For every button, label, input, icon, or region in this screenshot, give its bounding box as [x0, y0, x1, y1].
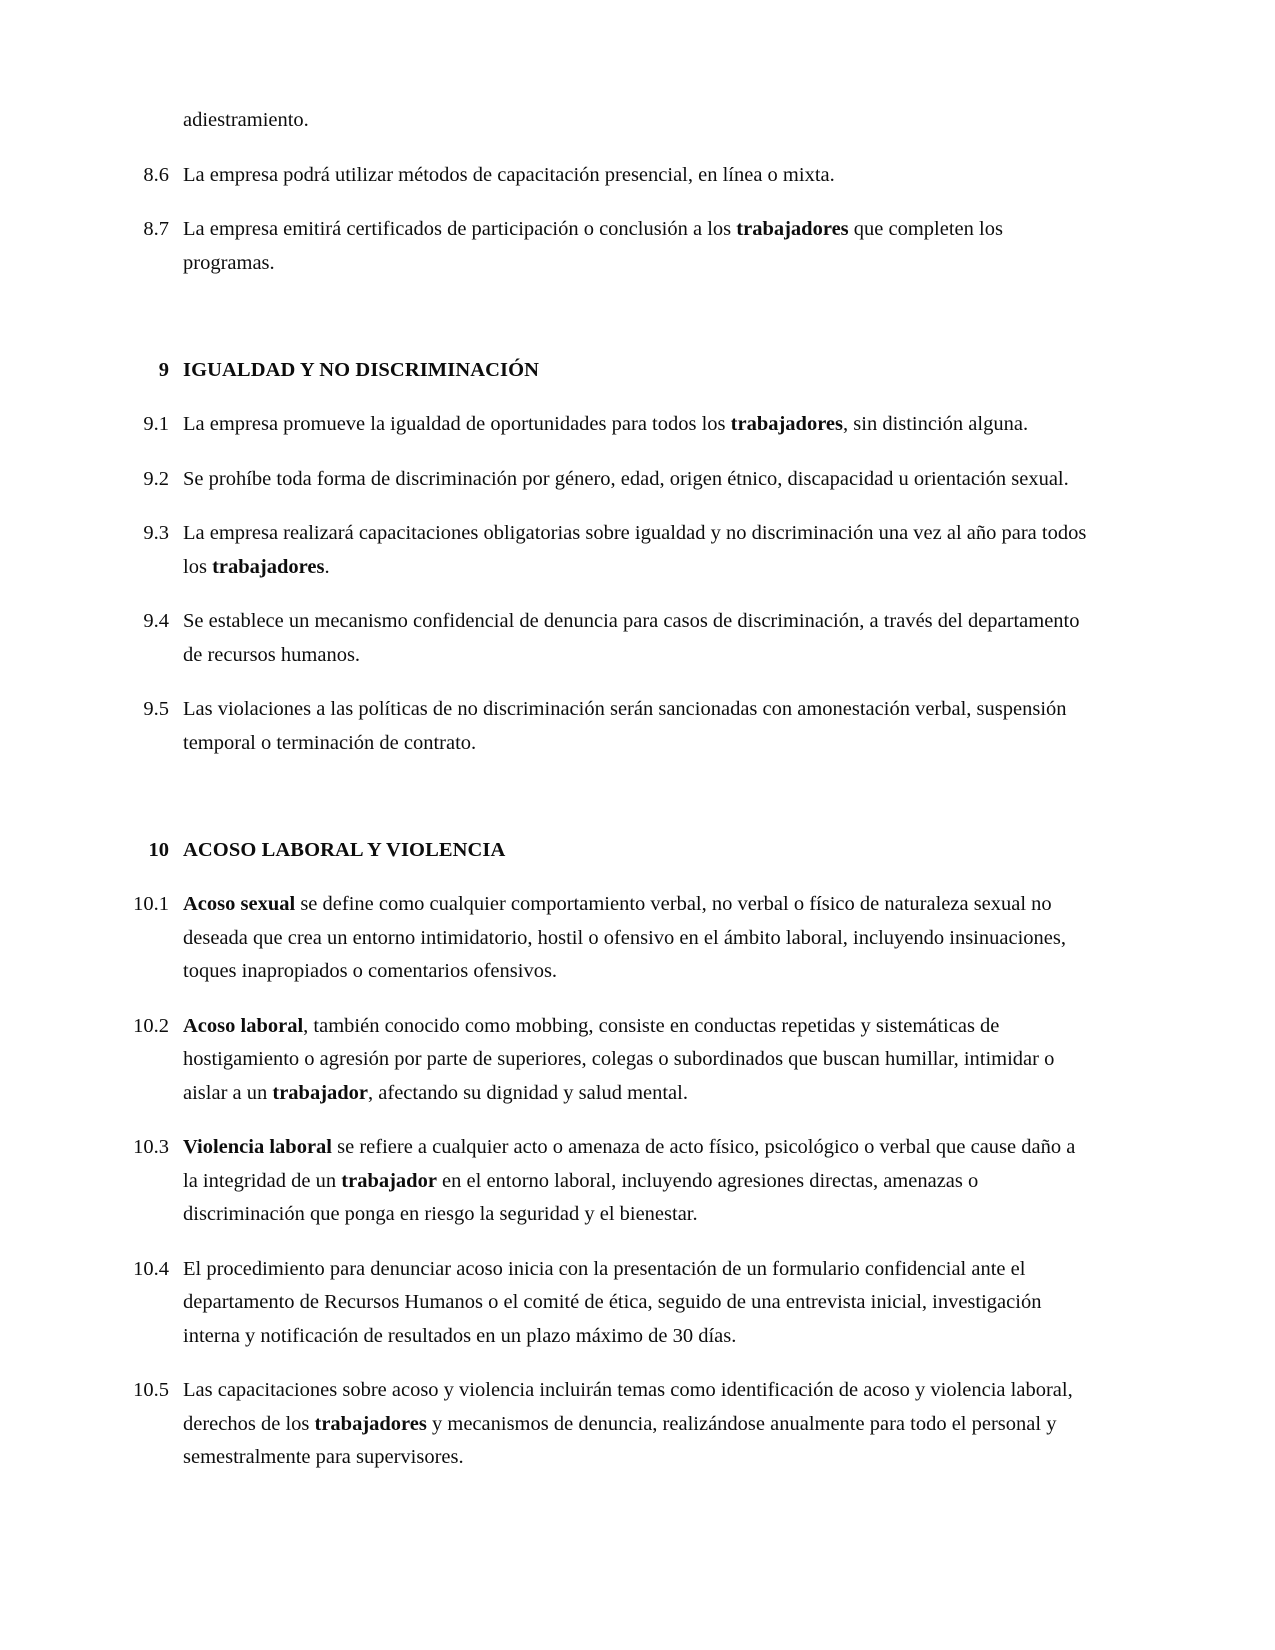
- clause-number: 8.6: [143, 163, 169, 186]
- clause-number: 9.1: [143, 413, 169, 435]
- clause-item: [130, 1374, 1090, 1475]
- section-number: 9: [158, 359, 169, 381]
- emphasis-term: trabajadores: [314, 1412, 427, 1435]
- emphasis-term: trabajadores: [212, 555, 325, 578]
- emphasis-term: IGUALDAD Y NO DISCRIMINACIÓN: [183, 359, 540, 381]
- clause-item: [130, 463, 1090, 497]
- clause-text: [183, 605, 1090, 672]
- clause-text: [183, 1374, 1090, 1475]
- body-text: adiestramiento.: [183, 109, 309, 131]
- clause-item: [130, 693, 1090, 760]
- section-title: [183, 835, 1090, 866]
- clause-number: 10.1: [133, 893, 169, 915]
- clause-item: [130, 213, 1090, 280]
- clause-text: [183, 463, 1090, 497]
- body-text: Las violaciones a las políticas de no discriminación serán sancionadas con amonestación verbal, suspensión temporal o terminación de contrato.: [183, 698, 1067, 754]
- body-text: , afectando su dignidad y salud mental.: [368, 1081, 688, 1104]
- clause-text: [183, 1253, 1090, 1354]
- clause-text: [183, 408, 1090, 442]
- section-heading: [130, 301, 1090, 386]
- section-number: 10: [148, 839, 169, 861]
- body-text: Se establece un mecanismo confidencial de denuncia para casos de discriminación, a través del departamento de recursos humanos.: [183, 610, 1080, 666]
- clause-text: [183, 888, 1090, 989]
- clause-continuation: [130, 104, 1090, 138]
- body-text: .: [324, 555, 330, 578]
- clause-item: [130, 408, 1090, 442]
- emphasis-term: ACOSO LABORAL Y VIOLENCIA: [183, 839, 506, 861]
- clause-item: [130, 159, 1090, 193]
- body-text: El procedimiento para denunciar acoso inicia con la presentación de un formulario confidencial ante el departamento de Recursos Humanos o el comité de ética, seguido de una entrevista inicial, investigación interna y notificación de resultados en un plazo máximo de 30 días.: [183, 1257, 1042, 1347]
- emphasis-term: Acoso sexual: [183, 893, 296, 915]
- clause-text: [183, 213, 1090, 280]
- clause-text: [183, 104, 1090, 138]
- emphasis-term: trabajadores: [736, 218, 849, 240]
- body-text: Se prohíbe toda forma de discriminación por género, edad, origen étnico, discapacidad u orientación sexual.: [183, 467, 1069, 490]
- clause-number: 9.5: [143, 698, 169, 720]
- clause-text: [183, 159, 1090, 193]
- clause-item: [130, 1253, 1090, 1354]
- body-text: que completen los programas.: [183, 218, 1003, 274]
- body-text: La empresa emitirá certificados de participación o conclusión a los: [183, 218, 737, 240]
- clause-number: 9.2: [143, 467, 169, 490]
- clause-item: [130, 517, 1090, 584]
- body-text: se define como cualquier comportamiento verbal, no verbal o físico de naturaleza sexual no deseada que crea un entorno intimidatorio, hostil o ofensivo en el ámbito laboral, incluyendo insinuaciones, toques inapropiados o comentarios ofensivos.: [183, 893, 1066, 982]
- emphasis-term: trabajador: [272, 1081, 369, 1104]
- section-title: [183, 355, 1090, 386]
- body-text: y mecanismos de denuncia, realizándose anualmente para todo el personal y semestralmente para supervisores.: [183, 1412, 1057, 1468]
- clause-number: 9.4: [143, 610, 169, 632]
- clause-item: [130, 605, 1090, 672]
- section-heading: [130, 781, 1090, 866]
- clause-item: [130, 1131, 1090, 1232]
- body-text: en el entorno laboral, incluyendo agresiones directas, amenazas o discriminación que ponga en riesgo la seguridad y el bienestar.: [183, 1169, 979, 1225]
- clause-number: 10.3: [133, 1136, 169, 1158]
- clause-text: [183, 1131, 1090, 1232]
- body-text: , sin distinción alguna.: [843, 413, 1029, 435]
- body-text: Las capacitaciones sobre acoso y violencia incluirán temas como identificación de acoso y violencia laboral, derechos de los: [183, 1379, 1073, 1435]
- emphasis-term: trabajador: [341, 1169, 437, 1192]
- clause-number: 8.7: [143, 218, 169, 240]
- emphasis-term: Violencia laboral: [183, 1136, 332, 1158]
- emphasis-term: Acoso laboral: [183, 1014, 304, 1037]
- clause-text: [183, 517, 1090, 584]
- body-text: La empresa promueve la igualdad de oportunidades para todos los: [183, 413, 731, 435]
- body-text: se refiere a cualquier acto o amenaza de acto físico, psicológico o verbal que cause daño a la integridad de un: [183, 1136, 1076, 1192]
- clause-text: [183, 1010, 1090, 1111]
- body-text: La empresa podrá utilizar métodos de capacitación presencial, en línea o mixta.: [183, 163, 835, 186]
- body-text: La empresa realizará capacitaciones obligatorias sobre igualdad y no discriminación una vez al año para todos los: [183, 522, 1087, 578]
- clause-number: 10.5: [133, 1379, 169, 1401]
- emphasis-term: trabajadores: [730, 413, 844, 435]
- clause-item: [130, 1010, 1090, 1111]
- clause-number: 10.4: [133, 1257, 169, 1280]
- body-text: , también conocido como mobbing, consiste en conductas repetidas y sistemáticas de hostigamiento o agresión por parte de superiores, colegas o subordinados que buscan humillar, intimidar o aislar a un: [183, 1014, 1055, 1104]
- clause-number: 10.2: [133, 1014, 169, 1037]
- clause-number: 9.3: [143, 522, 169, 544]
- clause-text: [183, 693, 1090, 760]
- clause-item: [130, 888, 1090, 989]
